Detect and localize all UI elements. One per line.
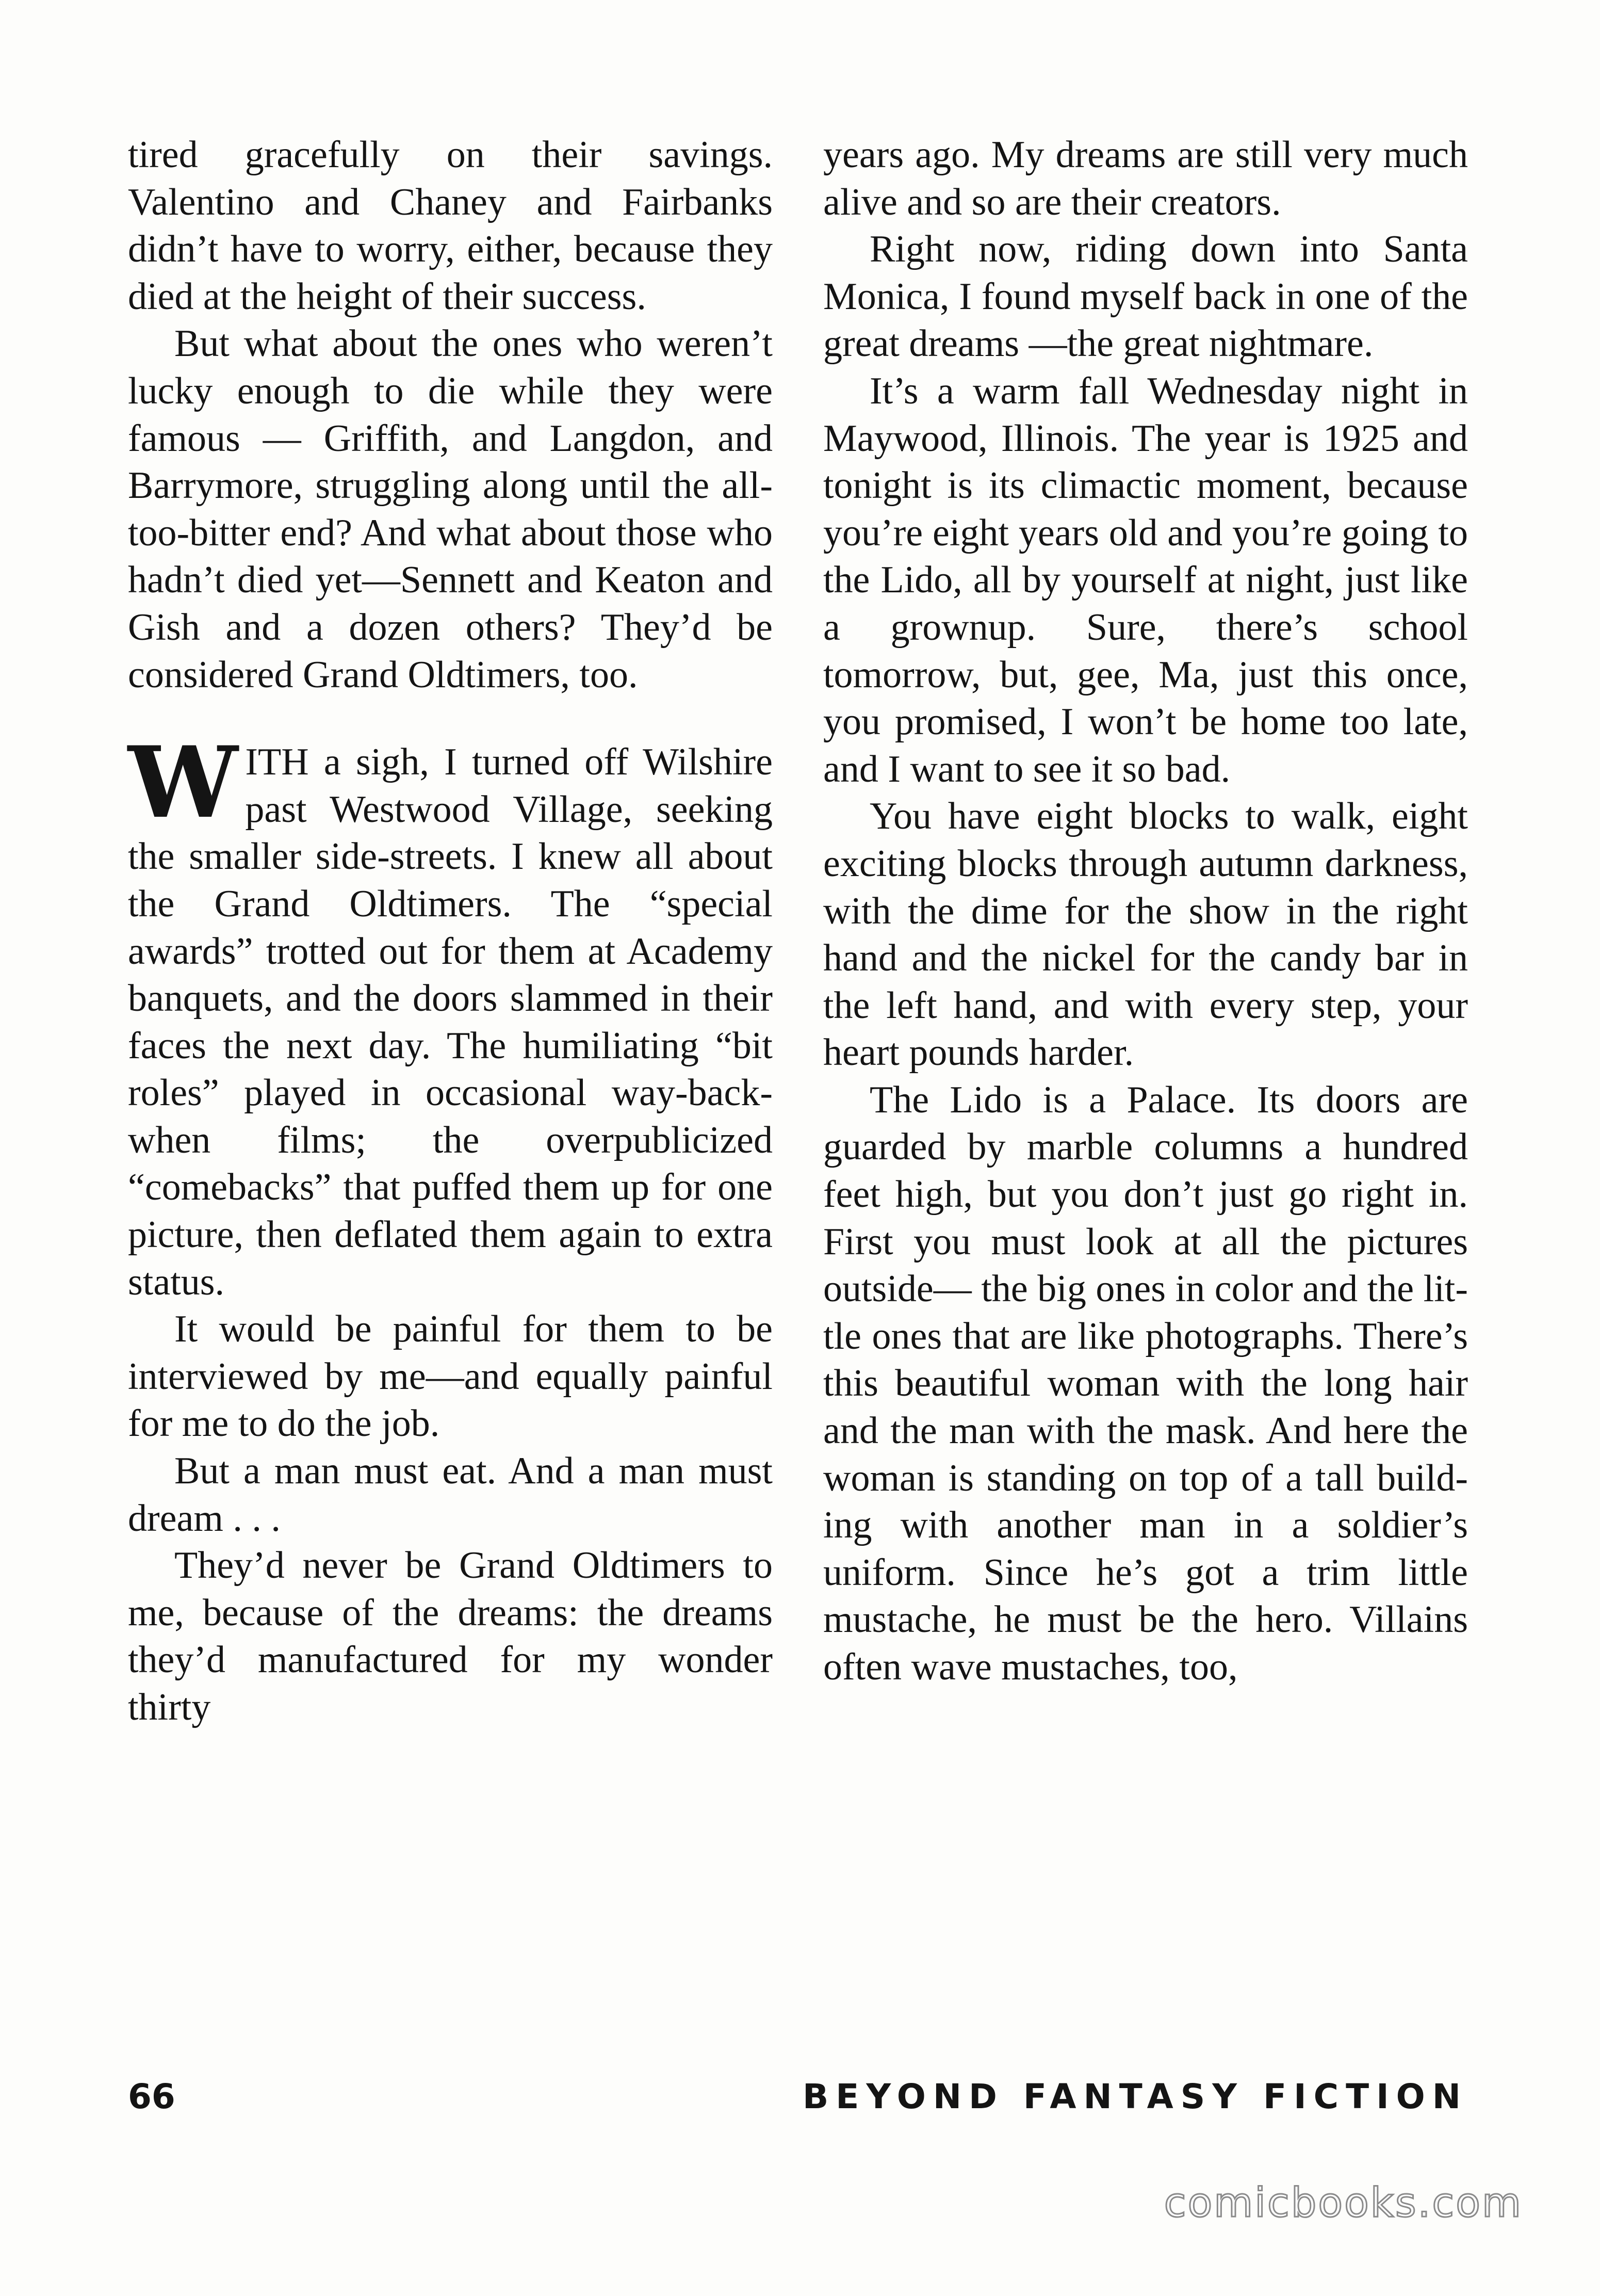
paragraph: tired gracefully on their savings. Valentino and Chaney and Fairbanks didn’t have to worry, either, because they died at the height of their success. [128, 134, 773, 318]
drop-cap: W [128, 725, 238, 840]
drop-cap-paragraph [128, 725, 773, 1306]
paragraph: They’d never be Grand Oldtimers to me, because of the dreams: the dreams they’d manufactured for my wonder thirty [128, 1544, 773, 1728]
drop-cap-paragraph-text: ITH a sigh, I turned off Wilshire past Westwood Village, seeking the smaller side-streets. I knew all about the Grand Oldtimers. The “special awards” trotted out for them at Academy banquets, and the doors slammed in their faces the next day. The humiliating “bit roles” played in occasional way-back-when films; the overpublicized “comebacks” that puffed them up for one picture, then deflated them again to extra status. [128, 741, 773, 1303]
left-column [128, 132, 773, 1732]
right-column [823, 132, 1468, 1691]
paragraph: Right now, riding down into Santa Monica, I found myself back in one of the great dreams —the great nightmare. [823, 228, 1468, 365]
page-footer [128, 2077, 1468, 2123]
paragraph: It would be painful for them to be interviewed by me—and equally painful for me to do the job. [128, 1308, 773, 1445]
running-title: BEYOND FANTASY FICTION [802, 2077, 1468, 2116]
paragraph: years ago. My dreams are still very much alive and so are their creators. [823, 134, 1468, 223]
paragraph: It’s a warm fall Wednesday night in Maywood, Illinois. The year is 1925 and tonight is its climactic moment, because you’re eight years old and you’re going to the Lido, all by yourself at night, just like a grownup. Sure, there’s school tomorrow, but, gee, Ma, just this once, you promised, I won’t be home too late, and I want to see it so bad. [823, 369, 1468, 790]
paragraph: But what about the ones who weren’t lucky enough to die while they were famous — Griffith, and Langdon, and Barrymore, struggling along until the all-too-bitter end? And what about those who hadn’t died yet—Sennett and Keaton and Gish and a dozen others? They’d be considered Grand Oldtimers, too. [128, 322, 773, 696]
watermark: comicbooks.com [1164, 2180, 1523, 2226]
page-number: 66 [128, 2077, 175, 2116]
paragraph: The Lido is a Palace. Its doors are guarded by marble columns a hundred feet high, but you don’t just go right in. First you must look at all the pictures outside— the big ones in color and the little ones that are like photographs. There’s this beautiful woman with the long hair and the man with the mask. And here the woman is standing on top of a tall building with another man in a soldier’s uniform. Since he’s got a trim little mustache, he must be the hero. Villains often wave mustaches, too, [823, 1078, 1468, 1688]
paragraph: But a man must eat. And a man must dream . . . [128, 1450, 773, 1540]
paragraph: You have eight blocks to walk, eight exciting blocks through autumn darkness, with the dime for the show in the right hand and the nickel for the candy bar in the left hand, and with every step, your heart pounds harder. [823, 795, 1468, 1074]
